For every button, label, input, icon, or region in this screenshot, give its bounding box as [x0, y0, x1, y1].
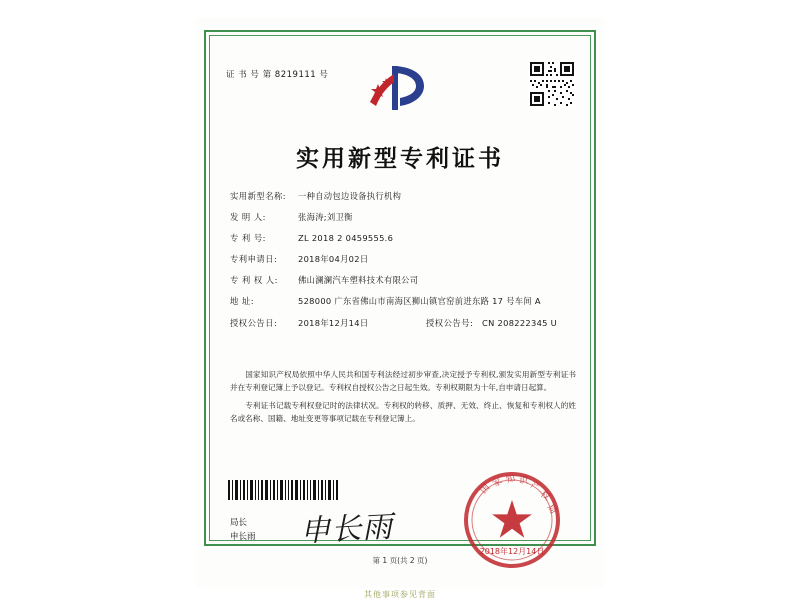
field-value: 2018年12月14日 — [298, 318, 369, 329]
svg-text:家: 家 — [491, 476, 505, 490]
field-row — [230, 190, 576, 202]
certificate-number: 证 书 号 第 8219111 号 — [226, 70, 329, 80]
bottom-note: 其他事项参见背面 — [364, 590, 436, 599]
certificate-sheet — [196, 18, 604, 588]
field-label: 专利申请日: — [230, 254, 278, 265]
field-row — [230, 253, 576, 265]
field-value: 528000 广东省佛山市南海区狮山镇官窑前进东路 17 号车间 A — [298, 296, 541, 307]
field-list — [230, 190, 576, 338]
field-label: 专 利 权 人: — [230, 275, 278, 286]
director-title: 局长 — [230, 518, 248, 528]
seal-date: 2018年12月14日 — [479, 547, 545, 556]
svg-text:识: 识 — [518, 476, 529, 487]
field-row — [230, 211, 576, 223]
page-title: 实用新型专利证书 — [296, 146, 504, 172]
field-value: 2018年04月02日 — [298, 254, 369, 265]
field-label: 专 利 号: — [230, 233, 266, 244]
field-value: 佛山澜澜汽车塑料技术有限公司 — [298, 275, 419, 286]
director-name: 申长雨 — [230, 532, 256, 543]
svg-text:权: 权 — [538, 489, 552, 503]
grant-announcement-number — [426, 317, 576, 329]
field-value: 一种自动包边设备执行机构 — [298, 191, 402, 201]
qr-code — [528, 60, 576, 108]
field-row — [230, 295, 576, 308]
field-value: 张海涛;刘卫衡 — [298, 212, 353, 223]
field-label: 地 址: — [230, 296, 255, 307]
field-value: ZL 2018 2 0459555.6 — [298, 233, 394, 244]
field-label: 发 明 人: — [230, 212, 266, 223]
field-value: CN 208222345 U — [482, 318, 558, 329]
page-footer: 第 1 页(共 2 页) — [372, 556, 428, 565]
body-paragraph: 专利证书记载专利权登记时的法律状况。专利权的转移、质押、无效、终止、恢复和专利权人的姓名或名称、国籍、地址变更等事项记载在专利登记簿上。 — [230, 400, 576, 423]
barcode — [228, 480, 340, 500]
svg-text:知: 知 — [505, 473, 517, 486]
svg-text:国: 国 — [478, 482, 493, 497]
cnipa-emblem-icon — [362, 62, 438, 114]
signature-block — [230, 516, 256, 544]
field-row — [230, 232, 576, 244]
field-row — [230, 274, 576, 286]
field-row-split — [230, 317, 576, 329]
field-label: 授权公告日: — [230, 318, 278, 329]
field-label: 实用新型名称: — [230, 191, 287, 201]
svg-text:局: 局 — [544, 502, 558, 517]
body-paragraph: 国家知识产权局依照中华人民共和国专利法经过初步审查,决定授予专利权,颁发实用新型专利证书并在专利登记簿上予以登记。专利权自授权公告之日起生效。专利权期限为十年,自申请日起算。 — [230, 370, 576, 393]
svg-text:产: 产 — [528, 480, 541, 493]
field-label: 授权公告号: — [426, 318, 474, 329]
grant-announcement-date — [230, 317, 426, 329]
body-text — [230, 368, 576, 429]
handwritten-signature: 申长雨 — [299, 509, 395, 550]
